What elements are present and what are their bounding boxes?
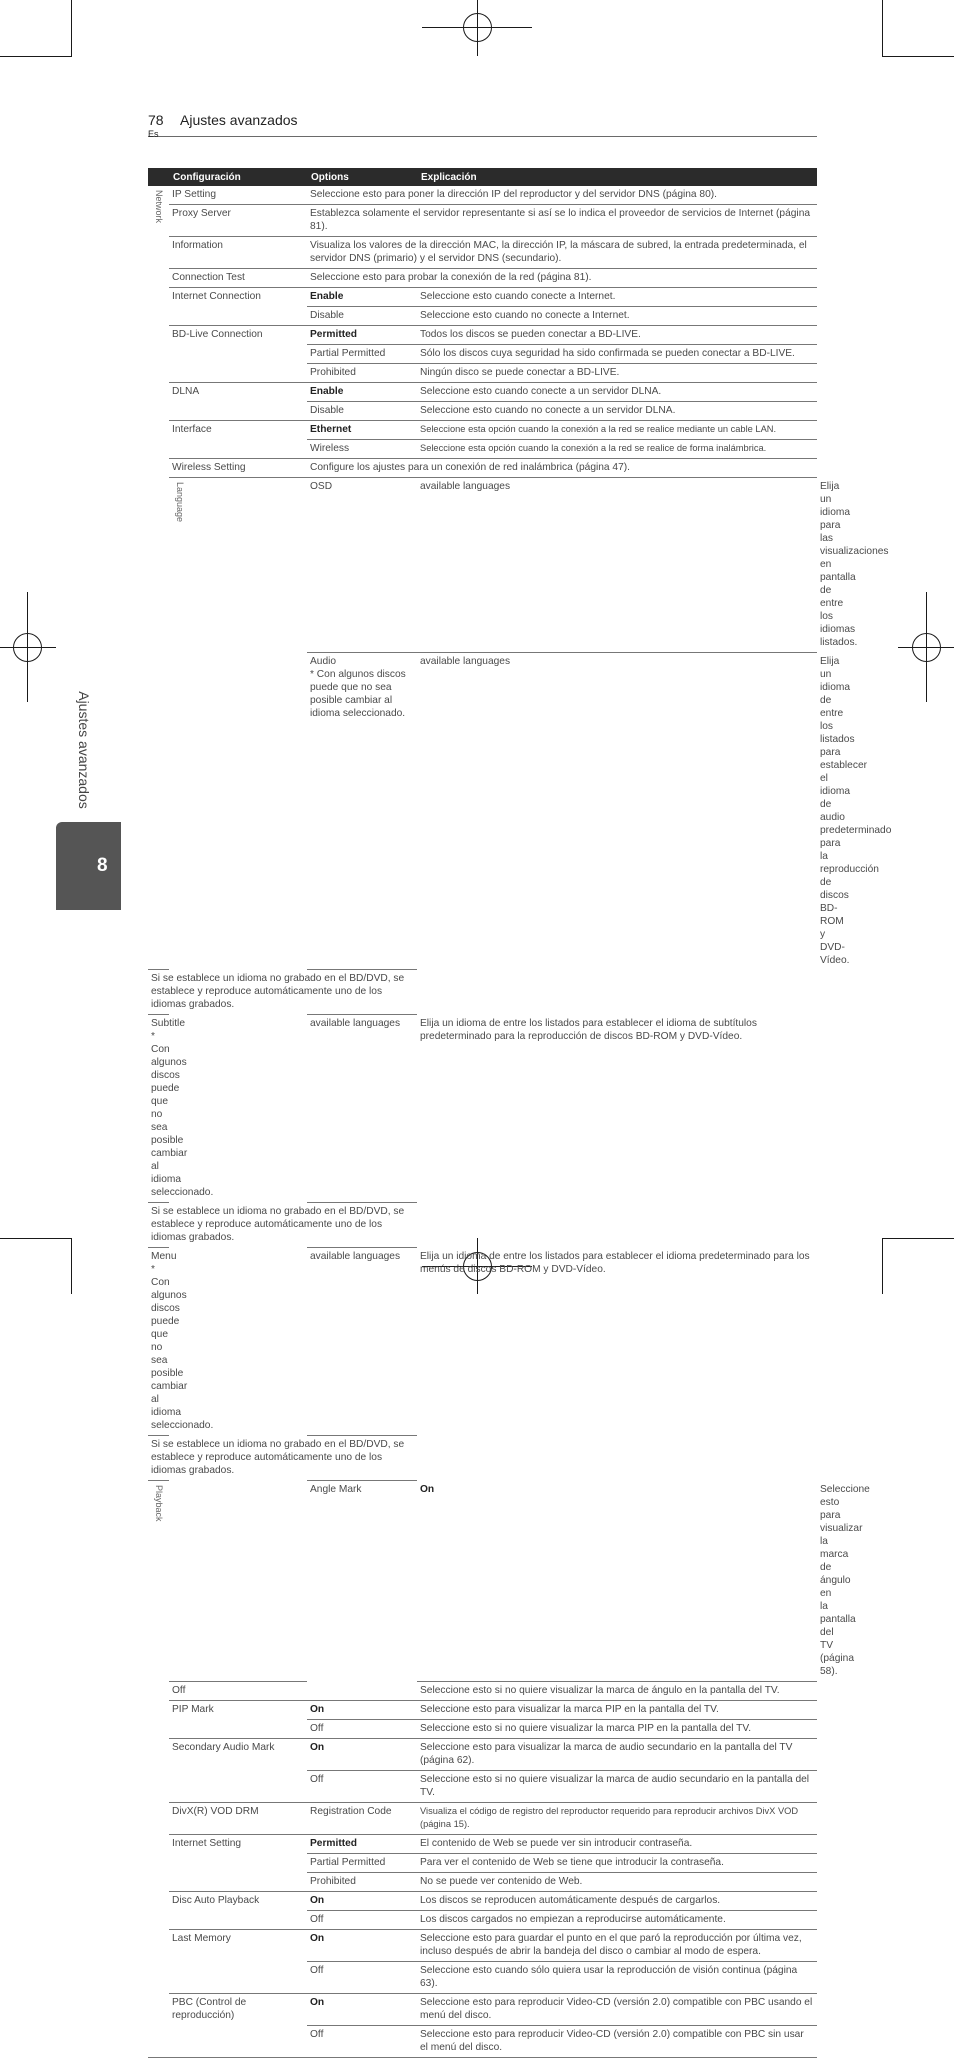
group-playback xyxy=(148,1481,169,2058)
table-header-row xyxy=(148,168,817,186)
table-row xyxy=(148,1834,817,1853)
option-cell: Prohibited xyxy=(307,364,417,383)
table-row xyxy=(148,1700,817,1719)
option-cell: Disable xyxy=(307,402,417,421)
explanation-cell: Seleccione esto si no quiere visualizar la marca de ángulo en la pantalla del TV. xyxy=(417,1681,817,1700)
explanation-cell: Establezca solamente el servidor representante si así se lo indica el proveedor de servicios de Internet (página 81). xyxy=(307,205,817,237)
explanation-cell: Elija un idioma de entre los listados para establecer el idioma predeterminado para los menús de discos BD-ROM y DVD-Vídeo. xyxy=(420,1250,810,1275)
setting-cell: Internet Setting xyxy=(169,1834,307,1891)
explanation-cell: Seleccione esto cuando sólo quiera usar la reproducción de visión continua (página 63). xyxy=(417,1961,817,1993)
explanation-cell: Seleccione esto para visualizar la marca PIP en la pantalla del TV. xyxy=(417,1700,817,1719)
explanation-cell: Seleccione esto cuando conecte a Internet. xyxy=(417,288,817,307)
note-row: Si se establece un idioma no grabado en el BD/DVD, se establece y reproduce automáticamente uno de los idiomas grabados. xyxy=(148,970,417,1015)
option-cell: Partial Permitted xyxy=(307,345,417,364)
option-cell: Off xyxy=(307,1770,417,1802)
explanation-cell: Seleccione esto para probar la conexión de la red (página 81). xyxy=(307,269,817,288)
option-cell: available languages xyxy=(310,1251,401,1262)
language-code: Es xyxy=(148,129,159,139)
header-spacer xyxy=(148,168,169,186)
table-row xyxy=(148,237,817,269)
explanation-cell: Seleccione esto para guardar el punto en el que paró la reproducción por última vez, incluso después de abrir la bandeja del disco o cambiar al modo de espera. xyxy=(417,1929,817,1961)
setting-note: * Con algunos discos puede que no sea posible cambiar al idioma seleccionado. xyxy=(310,668,406,719)
table-row xyxy=(148,288,817,307)
explanation-cell: Seleccione esto cuando no conecte a Internet. xyxy=(417,307,817,326)
side-chapter-title: Ajustes avanzados xyxy=(76,691,92,809)
note-row: Si se establece un idioma no grabado en el BD/DVD, se establece y reproduce automáticamente uno de los idiomas grabados. xyxy=(148,1203,417,1248)
option-cell: On xyxy=(307,1700,417,1719)
explanation-cell: Elija un idioma de entre los listados para establecer el idioma de subtítulos predeterminado para la reproducción de discos BD-ROM y DVD-Vídeo. xyxy=(420,1017,757,1042)
option-cell: available languages xyxy=(420,655,511,667)
option-cell: Wireless xyxy=(307,440,417,459)
chapter-tab xyxy=(56,822,121,910)
setting-cell: BD-Live Connection xyxy=(169,326,307,383)
table-row xyxy=(148,1929,817,1961)
explanation-cell: Sólo los discos cuya seguridad ha sido confirmada se pueden conectar a BD-LIVE. xyxy=(417,345,817,364)
setting-cell: Secondary Audio Mark xyxy=(169,1738,307,1802)
explanation-cell: Seleccione esto si no quiere visualizar la marca PIP en la pantalla del TV. xyxy=(417,1719,817,1738)
page-number: 78 xyxy=(148,112,164,128)
setting-name: Audio xyxy=(310,655,337,667)
setting-cell: Angle Mark xyxy=(307,1481,417,1701)
option-cell: Disable xyxy=(307,307,417,326)
table-row: Playback Angle Mark On Seleccione esto para visualizar la marca de ángulo en la pantalla del TV (página 58). xyxy=(148,1481,817,1682)
option-cell: Enable xyxy=(307,383,417,402)
setting-cell: OSD xyxy=(307,478,417,653)
explanation-cell: Todos los discos se pueden conectar a BD-LIVE. xyxy=(417,326,817,345)
explanation-cell: Seleccione esta opción cuando la conexión a la red se realice de forma inalámbrica. xyxy=(417,440,817,459)
option-cell: Permitted xyxy=(307,1834,417,1853)
setting-cell: DivX(R) VOD DRM xyxy=(169,1802,307,1834)
page-header xyxy=(148,112,817,137)
explanation-cell: Seleccione esto cuando no conecte a un servidor DLNA. xyxy=(417,402,817,421)
header-options: Options xyxy=(307,168,417,186)
setting-cell: Proxy Server xyxy=(169,205,307,237)
explanation-cell: El contenido de Web se puede ver sin introducir contraseña. xyxy=(417,1834,817,1853)
header-configuracion: Configuración xyxy=(169,168,307,186)
table-row xyxy=(148,186,817,205)
table-row xyxy=(148,459,817,478)
setting-cell: Connection Test xyxy=(169,269,307,288)
explanation-cell: Seleccione esto cuando conecte a un servidor DLNA. xyxy=(417,383,817,402)
header-explicacion: Explicación xyxy=(417,168,817,186)
table-row xyxy=(148,383,817,402)
option-cell: On xyxy=(307,1891,417,1910)
explanation-cell: Visualiza el código de registro del reproductor requerido para reproducir archivos DivX VOD (página 15). xyxy=(417,1802,817,1834)
setting-name: Menu xyxy=(151,1251,177,1262)
option-cell: Enable xyxy=(307,288,417,307)
explanation-cell: Los discos cargados no empiezan a reproducirse automáticamente. xyxy=(417,1910,817,1929)
option-cell: Off xyxy=(307,1719,417,1738)
setting-cell: PBC (Control de reproducción) xyxy=(169,1993,307,2057)
table-row: Audio * Con algunos discos puede que no sea posible cambiar al idioma seleccionado. available languages Elija un idioma de entre los listados para establecer el idioma de audio predeterminado para la reproducción de discos BD-ROM y DVD-Vídeo. xyxy=(148,652,817,970)
setting-name: Subtitle xyxy=(151,1018,185,1029)
explanation-cell: Para ver el contenido de Web se tiene que introducir la contraseña. xyxy=(417,1853,817,1872)
group-label-language: Language xyxy=(175,482,185,523)
explanation-cell: Los discos se reproducen automáticamente después de cargarlos. xyxy=(417,1891,817,1910)
table-row xyxy=(148,326,817,345)
explanation-cell: Seleccione esta opción cuando la conexión a la red se realice mediante un cable LAN. xyxy=(417,421,817,440)
table-row: Language OSD available languages Elija un idioma para las visualizaciones en pantalla de entre los idiomas listados. xyxy=(148,478,817,653)
table-row xyxy=(148,1738,817,1770)
setting-note: * Con algunos discos puede que no sea posible cambiar al idioma seleccionado. xyxy=(151,1264,214,1431)
option-cell: Ethernet xyxy=(307,421,417,440)
option-cell: Off xyxy=(307,2025,417,2057)
setting-cell xyxy=(148,1015,214,1203)
option-cell: Registration Code xyxy=(307,1802,417,1834)
setting-cell xyxy=(148,1248,214,1436)
setting-cell xyxy=(307,652,417,970)
settings-table xyxy=(148,168,892,2058)
table-row xyxy=(148,1891,817,1910)
table-row xyxy=(148,1681,817,1700)
setting-cell: Interface xyxy=(169,421,307,459)
option-cell: Off xyxy=(169,1681,307,1700)
setting-cell: Internet Connection xyxy=(169,288,307,326)
setting-cell: DLNA xyxy=(169,383,307,421)
setting-note: * Con algunos discos puede que no sea posible cambiar al idioma seleccionado. xyxy=(151,1031,214,1198)
explanation-cell: Seleccione esto para poner la dirección IP del reproductor y del servidor DNS (página 80). xyxy=(307,186,817,205)
table-row xyxy=(148,205,817,237)
group-language xyxy=(169,478,307,1682)
group-label-network: Network xyxy=(154,190,164,224)
explanation-cell: Ningún disco se puede conectar a BD-LIVE. xyxy=(417,364,817,383)
option-cell: Permitted xyxy=(307,326,417,345)
option-cell: Off xyxy=(307,1961,417,1993)
option-cell: On xyxy=(307,1929,417,1961)
explanation-cell: Configure los ajustes para un conexión de red inalámbrica (página 47). xyxy=(307,459,817,478)
chapter-number: 8 xyxy=(97,855,108,876)
setting-cell: Wireless Setting xyxy=(169,459,307,478)
explanation-cell: Seleccione esto para reproducir Video-CD (versión 2.0) compatible con PBC sin usar el menú del disco. xyxy=(417,2025,817,2057)
note-row: Si se establece un idioma no grabado en el BD/DVD, se establece y reproduce automáticamente uno de los idiomas grabados. xyxy=(148,1436,417,1481)
table-row xyxy=(148,269,817,288)
option-cell: Partial Permitted xyxy=(307,1853,417,1872)
option-cell: Off xyxy=(307,1910,417,1929)
table-row xyxy=(148,421,817,440)
option-cell: On xyxy=(307,1738,417,1770)
setting-cell: IP Setting xyxy=(169,186,307,205)
option-cell: On xyxy=(307,1993,417,2025)
setting-cell: Last Memory xyxy=(169,1929,307,1993)
explanation-cell: Visualiza los valores de la dirección MAC, la dirección IP, la máscara de subred, la entrada predeterminada, el servidor DNS (primario) y el servidor DNS (secundario). xyxy=(307,237,817,269)
option-cell: On xyxy=(417,1481,817,1682)
explanation-cell: Seleccione esto si no quiere visualizar la marca de audio secundario en la pantalla del TV. xyxy=(417,1770,817,1802)
explanation-cell: Seleccione esto para visualizar la marca de audio secundario en la pantalla del TV (página 62). xyxy=(417,1738,817,1770)
explanation-cell: No se puede ver contenido de Web. xyxy=(417,1872,817,1891)
group-network xyxy=(148,186,169,970)
section-title: Ajustes avanzados xyxy=(180,112,298,128)
option-cell: available languages xyxy=(310,1018,401,1029)
setting-cell: PIP Mark xyxy=(169,1700,307,1738)
table-row xyxy=(148,1802,817,1834)
setting-cell: Disc Auto Playback xyxy=(169,1891,307,1929)
group-label-playback: Playback xyxy=(154,1485,164,1522)
table-row xyxy=(148,1993,817,2025)
explanation-cell: Seleccione esto para reproducir Video-CD (versión 2.0) compatible con PBC usando el menú del disco. xyxy=(417,1993,817,2025)
option-cell: Prohibited xyxy=(307,1872,417,1891)
option-cell: available languages xyxy=(417,478,817,653)
setting-cell: Information xyxy=(169,237,307,269)
